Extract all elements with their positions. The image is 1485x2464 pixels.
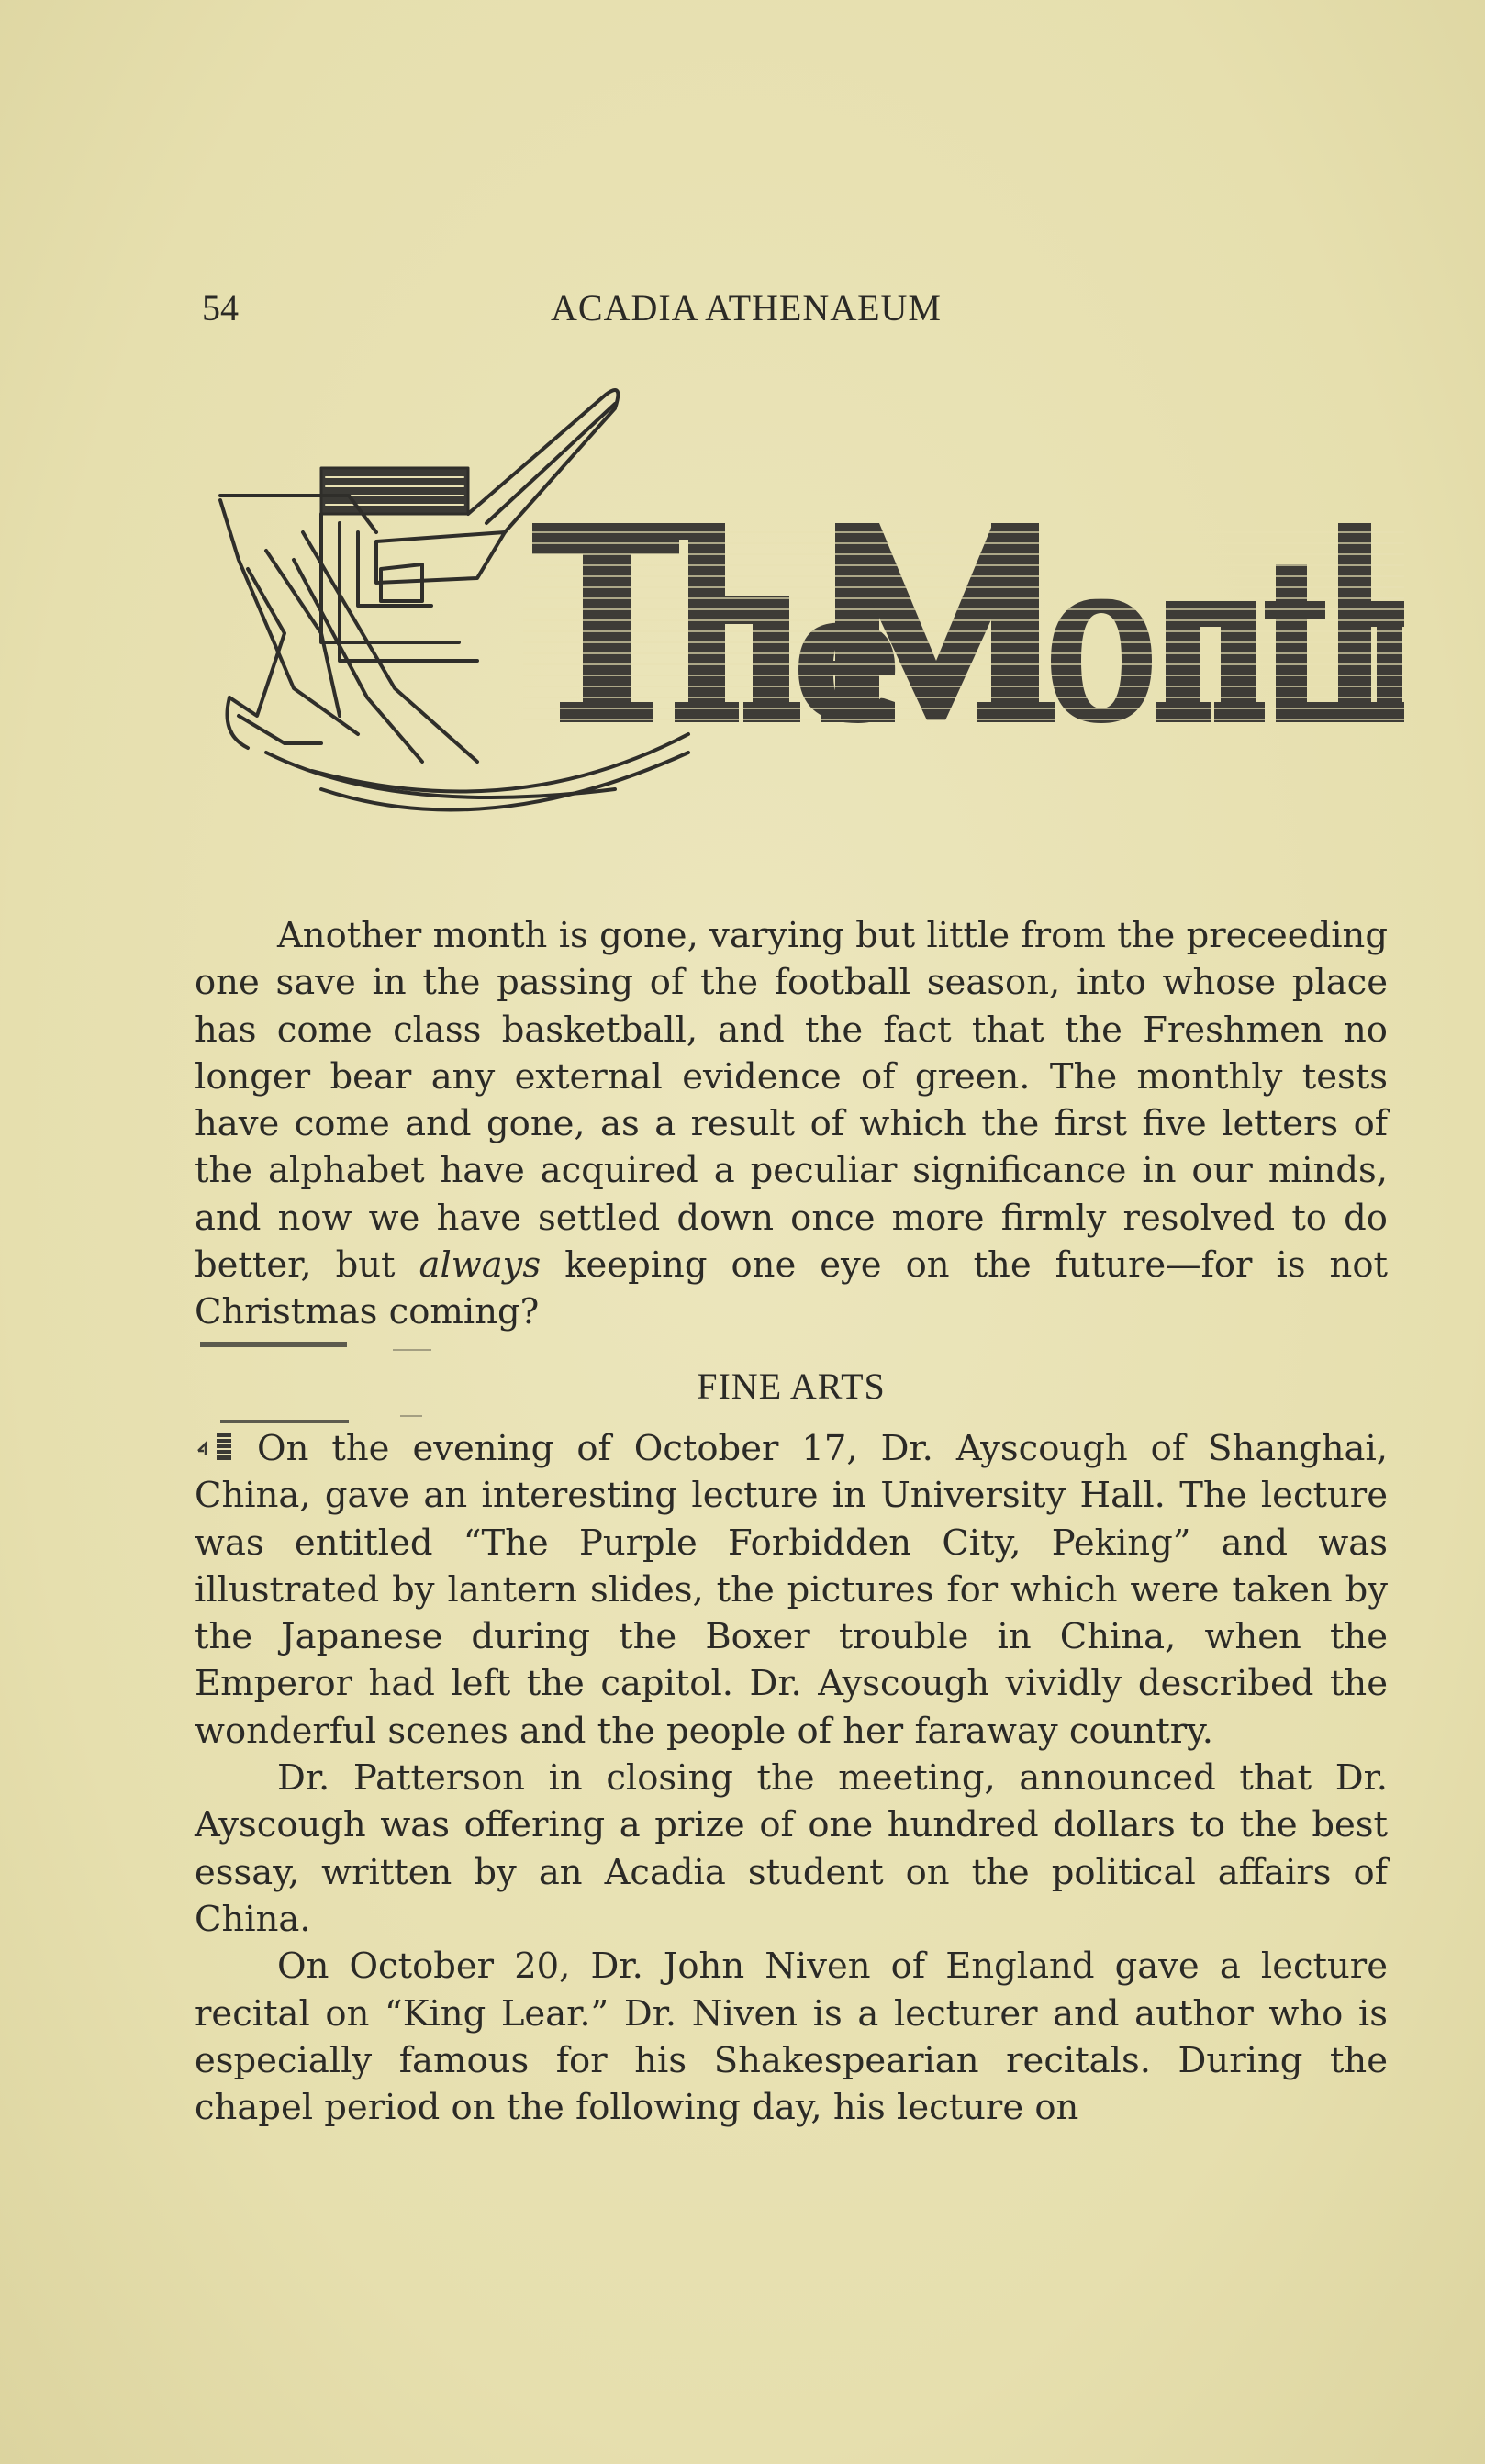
intro-emphasis: always [419,1244,542,1287]
ink-smudge [220,1420,349,1423]
fine-arts-section [195,1425,1388,2131]
section-heading-fine-arts: FINE ARTS [697,1366,886,1407]
ink-smudge [200,1342,347,1347]
running-head [202,286,1386,332]
journal-title: ACADIA ATHENAEUM [551,287,942,329]
ink-mark [393,1349,431,1351]
paragraph-text: On the evening of October 17, Dr. Ayscough of Shanghai, China, gave an interesting lecture in University Hall. The lecture was entitled “The Purple Forbidden City, Peking” and was illustrated by lantern slides, the pictures for which were taken by the Japanese during the Boxer trouble in China, when the Emperor had left the capitol. Dr. Ayscough vividly described the wonderful scenes and the people of her faraway country. [195,1428,1388,1752]
page-number: 54 [202,287,239,329]
ink-mark [400,1415,422,1417]
initial-ornament-icon [195,1427,251,1464]
the-month-heading [211,385,1404,881]
intro-text-part-1: Another month is gone, varying but little from the preceeding one save in the passing of the football season, into whose place has come class basketball, and the fact that the Freshmen no longer bear any external evidence of green. The monthly tests have come and gone, as a result of which the first five letters of the alphabet have acquired a peculiar significance in our minds, and now we have settled down once more firmly resolved to do better, but [195,915,1388,1287]
paragraph-niven-recital: On October 20, Dr. John Niven of England gave a lecture recital on “King Lear.” Dr. Niven is a lecturer and author who is especially famous for his Shakespearian recitals. During the chapel period on the following day, his lecture on [195,1946,1388,2129]
paragraph-patterson-prize: Dr. Patterson in closing the meeting, announced that Dr. Ayscough was offering a prize of one hundred dollars to the best essay, written by an Acadia student on the political affairs of China. [195,1757,1388,1940]
illustration-icon [211,385,1404,881]
intro-paragraph [195,912,1388,1336]
paragraph-ayscough-lecture [195,1425,1388,1755]
intro-text-part-2: keeping one eye on the future—for is not Christmas coming? [195,1244,1388,1333]
